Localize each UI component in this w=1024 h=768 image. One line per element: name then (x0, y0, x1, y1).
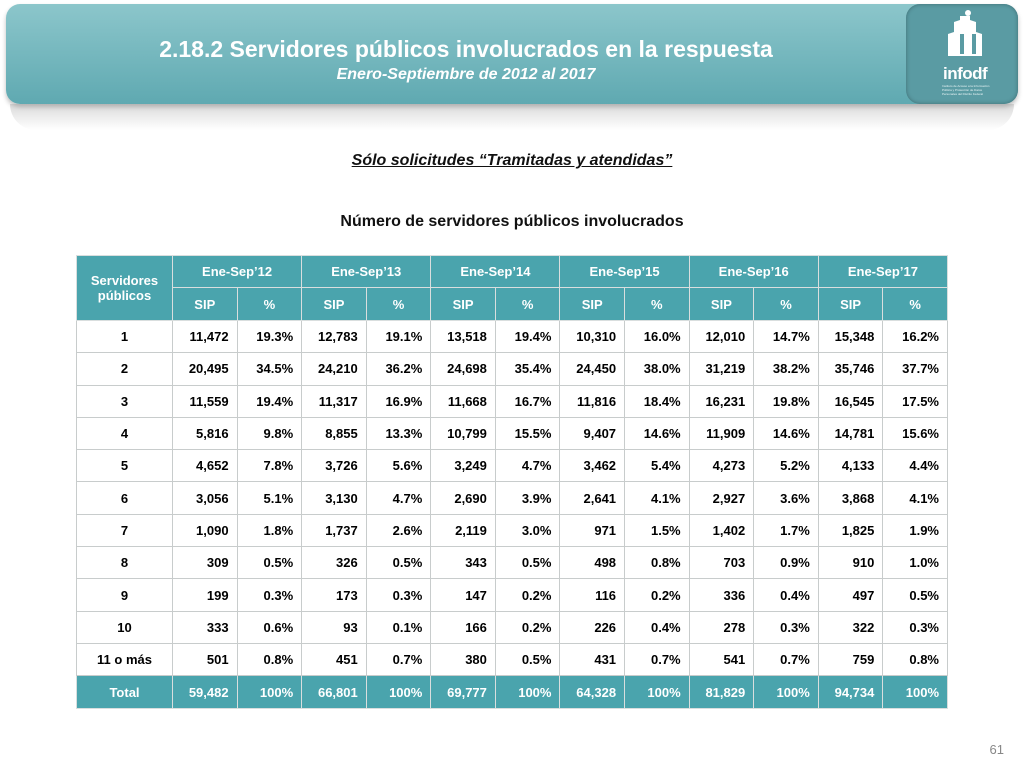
table-cell: 34.5% (237, 353, 302, 385)
row-label: 5 (77, 450, 173, 482)
total-cell: 81,829 (689, 676, 754, 709)
table-cell: 12,010 (689, 321, 754, 353)
monument-icon (906, 4, 1018, 64)
table-row (77, 450, 948, 482)
row-label: 9 (77, 579, 173, 611)
table-cell: 36.2% (366, 353, 431, 385)
row-label: 2 (77, 353, 173, 385)
table-cell: 4,652 (173, 450, 238, 482)
table-cell: 0.1% (366, 611, 431, 643)
table-cell: 12,783 (302, 321, 367, 353)
table-cell: 333 (173, 611, 238, 643)
table-cell: 8,855 (302, 417, 367, 449)
period-header-row (77, 256, 948, 288)
percent-header: % (237, 288, 302, 321)
table-cell: 7.8% (237, 450, 302, 482)
table-cell: 93 (302, 611, 367, 643)
row-label: 11 o más (77, 643, 173, 675)
total-cell: 69,777 (431, 676, 496, 709)
table-cell: 0.8% (625, 547, 690, 579)
percent-header: % (883, 288, 948, 321)
table-cell: 1,090 (173, 514, 238, 546)
table-cell: 15.6% (883, 417, 948, 449)
table-cell: 13,518 (431, 321, 496, 353)
table-cell: 2.6% (366, 514, 431, 546)
total-cell: 100% (495, 676, 560, 709)
table-cell: 11,668 (431, 385, 496, 417)
table-cell: 380 (431, 643, 496, 675)
table-cell: 24,450 (560, 353, 625, 385)
table-cell: 4.1% (883, 482, 948, 514)
table-cell: 3,056 (173, 482, 238, 514)
table-cell: 1,825 (818, 514, 883, 546)
total-cell: 59,482 (173, 676, 238, 709)
table-cell: 15,348 (818, 321, 883, 353)
table-cell: 5.6% (366, 450, 431, 482)
table-row (77, 482, 948, 514)
period-header: Ene-Sep’12 (173, 256, 302, 288)
banner-shadow (10, 104, 1014, 130)
percent-header: % (366, 288, 431, 321)
table-cell: 4,133 (818, 450, 883, 482)
title-banner (6, 4, 1018, 104)
sub-header-row (77, 288, 948, 321)
table-cell: 5.1% (237, 482, 302, 514)
table-cell: 1.7% (754, 514, 819, 546)
table-cell: 11,816 (560, 385, 625, 417)
table-cell: 199 (173, 579, 238, 611)
table-cell: 19.1% (366, 321, 431, 353)
table-cell: 497 (818, 579, 883, 611)
table-cell: 0.2% (625, 579, 690, 611)
table-cell: 1.8% (237, 514, 302, 546)
table-cell: 11,472 (173, 321, 238, 353)
table-cell: 37.7% (883, 353, 948, 385)
table-cell: 11,559 (173, 385, 238, 417)
table-cell: 35.4% (495, 353, 560, 385)
table-cell: 17.5% (883, 385, 948, 417)
table-cell: 431 (560, 643, 625, 675)
sip-header: SIP (560, 288, 625, 321)
table-cell: 5,816 (173, 417, 238, 449)
logo-text: infodf (943, 64, 988, 83)
table-row (77, 321, 948, 353)
table-cell: 0.3% (754, 611, 819, 643)
table-cell: 226 (560, 611, 625, 643)
table-cell: 19.8% (754, 385, 819, 417)
sip-header: SIP (689, 288, 754, 321)
table-cell: 0.7% (625, 643, 690, 675)
table-row (77, 579, 948, 611)
percent-header: % (754, 288, 819, 321)
table-cell: 971 (560, 514, 625, 546)
row-label: 1 (77, 321, 173, 353)
table-row (77, 514, 948, 546)
row-label: 3 (77, 385, 173, 417)
row-label: 4 (77, 417, 173, 449)
table-cell: 35,746 (818, 353, 883, 385)
table-cell: 0.4% (754, 579, 819, 611)
table-cell: 14.6% (754, 417, 819, 449)
total-cell: 100% (237, 676, 302, 709)
table-cell: 3.6% (754, 482, 819, 514)
table-cell: 16,545 (818, 385, 883, 417)
row-label: 6 (77, 482, 173, 514)
table-cell: 173 (302, 579, 367, 611)
table-cell: 4,273 (689, 450, 754, 482)
table-cell: 1.5% (625, 514, 690, 546)
sip-header: SIP (818, 288, 883, 321)
table-cell: 0.5% (237, 547, 302, 579)
table-cell: 19.4% (237, 385, 302, 417)
table-cell: 116 (560, 579, 625, 611)
period-header: Ene-Sep’16 (689, 256, 818, 288)
table-cell: 19.3% (237, 321, 302, 353)
table-cell: 498 (560, 547, 625, 579)
table-cell: 9.8% (237, 417, 302, 449)
table-cell: 10,799 (431, 417, 496, 449)
table-row (77, 611, 948, 643)
section-heading: Sólo solicitudes “Tramitadas y atendidas” (351, 152, 673, 169)
table-cell: 3,249 (431, 450, 496, 482)
period-header: Ene-Sep’14 (431, 256, 560, 288)
page-subtitle: Enero-Septiembre de 2012 al 2017 (336, 66, 596, 83)
total-cell: 100% (883, 676, 948, 709)
table-cell: 16,231 (689, 385, 754, 417)
table-cell: 38.2% (754, 353, 819, 385)
table-cell: 14,781 (818, 417, 883, 449)
table-row (77, 643, 948, 675)
table-cell: 1,402 (689, 514, 754, 546)
table-cell: 1.0% (883, 547, 948, 579)
table-cell: 343 (431, 547, 496, 579)
table-cell: 0.5% (495, 643, 560, 675)
table-cell: 759 (818, 643, 883, 675)
table-cell: 0.8% (883, 643, 948, 675)
table-cell: 278 (689, 611, 754, 643)
row-label: 10 (77, 611, 173, 643)
table-cell: 322 (818, 611, 883, 643)
table-cell: 18.4% (625, 385, 690, 417)
total-cell: 100% (366, 676, 431, 709)
table-cell: 31,219 (689, 353, 754, 385)
table-cell: 15.5% (495, 417, 560, 449)
table-cell: 0.3% (883, 611, 948, 643)
table-cell: 0.7% (754, 643, 819, 675)
table-cell: 11,909 (689, 417, 754, 449)
table-cell: 0.8% (237, 643, 302, 675)
table-cell: 326 (302, 547, 367, 579)
table-cell: 16.2% (883, 321, 948, 353)
table-cell: 910 (818, 547, 883, 579)
table-cell: 19.4% (495, 321, 560, 353)
table-cell: 147 (431, 579, 496, 611)
table-cell: 1.9% (883, 514, 948, 546)
table-cell: 10,310 (560, 321, 625, 353)
table-cell: 9,407 (560, 417, 625, 449)
table-heading: Número de servidores públicos involucrados (340, 213, 684, 230)
table-row (77, 385, 948, 417)
table-row (77, 547, 948, 579)
table-cell: 166 (431, 611, 496, 643)
logo-caption: Instituto de Acceso a la Información Pública y Protección de Datos Personales del Distrito Federal (942, 84, 990, 96)
total-cell: 64,328 (560, 676, 625, 709)
table-cell: 451 (302, 643, 367, 675)
table-cell: 0.2% (495, 611, 560, 643)
period-header: Ene-Sep’15 (560, 256, 689, 288)
sip-header: SIP (302, 288, 367, 321)
row-label: 7 (77, 514, 173, 546)
table-cell: 4.7% (366, 482, 431, 514)
sip-header: SIP (173, 288, 238, 321)
table-cell: 4.1% (625, 482, 690, 514)
period-header: Ene-Sep’17 (818, 256, 947, 288)
table-cell: 501 (173, 643, 238, 675)
servers-table (76, 255, 948, 709)
table-cell: 16.0% (625, 321, 690, 353)
total-cell: 100% (625, 676, 690, 709)
table-cell: 5.2% (754, 450, 819, 482)
table-cell: 5.4% (625, 450, 690, 482)
table-cell: 2,119 (431, 514, 496, 546)
total-cell: 100% (754, 676, 819, 709)
table-cell: 0.5% (495, 547, 560, 579)
table-cell: 703 (689, 547, 754, 579)
table-cell: 20,495 (173, 353, 238, 385)
table-cell: 11,317 (302, 385, 367, 417)
table-cell: 3,726 (302, 450, 367, 482)
table-cell: 14.6% (625, 417, 690, 449)
table-cell: 3,462 (560, 450, 625, 482)
table-cell: 0.9% (754, 547, 819, 579)
page-title: 2.18.2 Servidores públicos involucrados en la respuesta (159, 36, 773, 62)
sip-header: SIP (431, 288, 496, 321)
total-row (77, 676, 948, 709)
table-cell: 541 (689, 643, 754, 675)
table-cell: 0.4% (625, 611, 690, 643)
table-cell: 0.6% (237, 611, 302, 643)
table-cell: 0.3% (237, 579, 302, 611)
table-cell: 2,927 (689, 482, 754, 514)
table-cell: 4.4% (883, 450, 948, 482)
row-label: 8 (77, 547, 173, 579)
table-cell: 16.7% (495, 385, 560, 417)
period-header: Ene-Sep’13 (302, 256, 431, 288)
total-label: Total (77, 676, 173, 709)
infodf-logo (906, 4, 1018, 104)
table-row (77, 353, 948, 385)
table-cell: 38.0% (625, 353, 690, 385)
table-cell: 0.5% (366, 547, 431, 579)
table-cell: 3,130 (302, 482, 367, 514)
table-cell: 4.7% (495, 450, 560, 482)
table-cell: 24,210 (302, 353, 367, 385)
table-cell: 1,737 (302, 514, 367, 546)
table-cell: 14.7% (754, 321, 819, 353)
table-cell: 3.9% (495, 482, 560, 514)
percent-header: % (495, 288, 560, 321)
table-cell: 3.0% (495, 514, 560, 546)
first-column-header: Servidores públicos (77, 256, 173, 321)
table-cell: 2,690 (431, 482, 496, 514)
table-cell: 0.7% (366, 643, 431, 675)
total-cell: 94,734 (818, 676, 883, 709)
page-number: 61 (989, 742, 1004, 757)
table-cell: 0.2% (495, 579, 560, 611)
table-cell: 16.9% (366, 385, 431, 417)
table-cell: 0.3% (366, 579, 431, 611)
percent-header: % (625, 288, 690, 321)
table-cell: 24,698 (431, 353, 496, 385)
table-cell: 2,641 (560, 482, 625, 514)
table-cell: 3,868 (818, 482, 883, 514)
table-cell: 13.3% (366, 417, 431, 449)
table-cell: 309 (173, 547, 238, 579)
total-cell: 66,801 (302, 676, 367, 709)
table-cell: 336 (689, 579, 754, 611)
table-cell: 0.5% (883, 579, 948, 611)
table-row (77, 417, 948, 449)
